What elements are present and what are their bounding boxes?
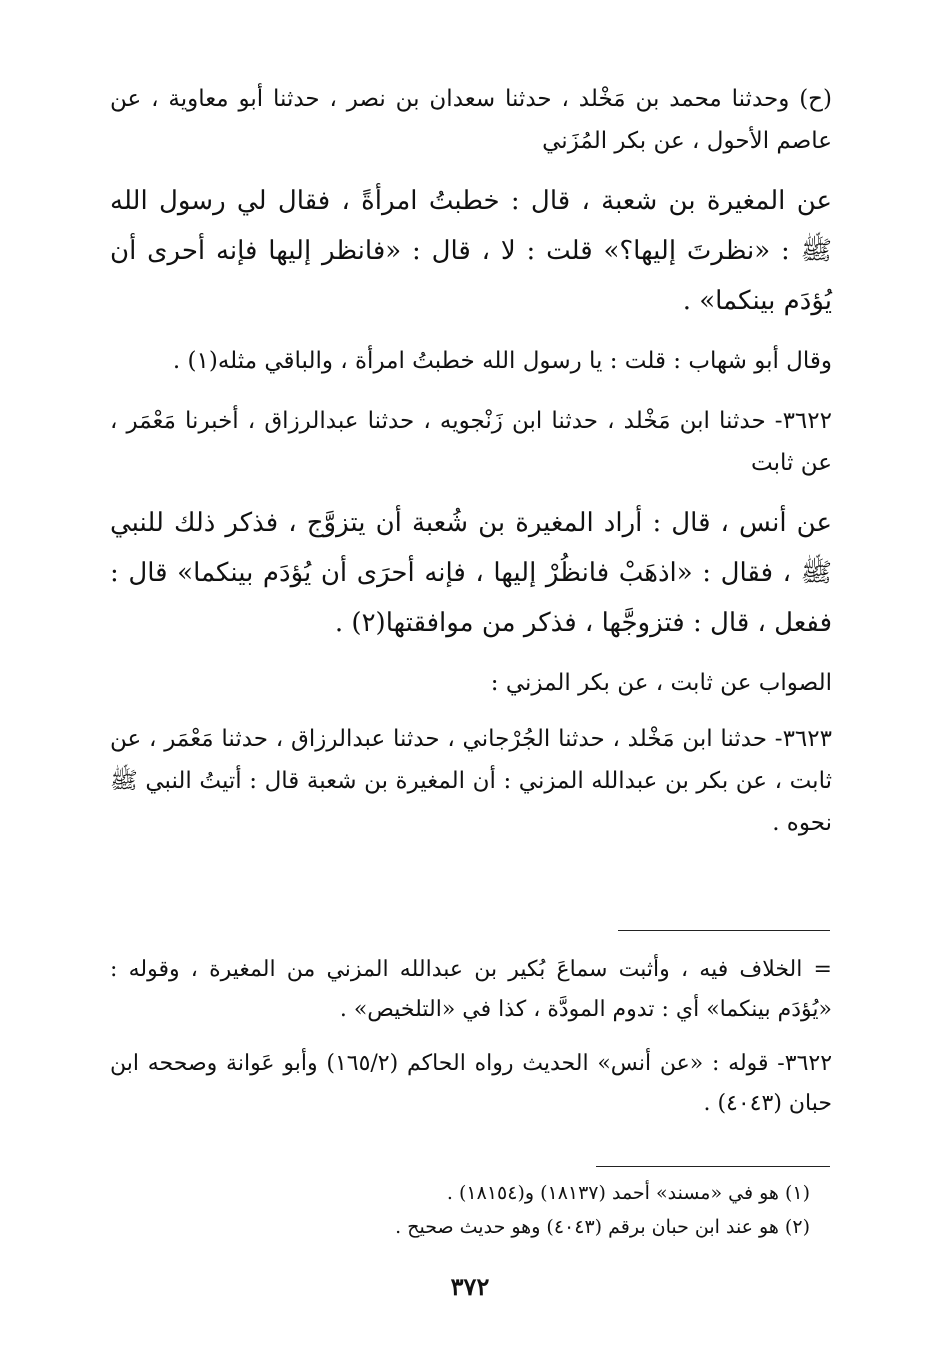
footnote-1: (١) هو في «مسند» أحمد (١٨١٣٧) و(١٨١٥٤) . [446, 1182, 810, 1204]
footnote-2: (٢) هو عند ابن حبان برقم (٤٠٤٣) وهو حديث صحيح . [395, 1216, 810, 1238]
abu-shihab-note: وقال أبو شهاب : قلت : يا رسول الله خطبتُ امرأة ، والباقي مثله(١) . [172, 348, 832, 374]
hadith-main: عن المغيرة بن شعبة ، قال : خطبتُ امرأةً ، فقال لي رسول الله ﷺ : «نظرتَ إليها؟» قلت : لا ، قال : «فانظر إليها فإنه أحرى أن يُؤدَم بينكما» . [110, 186, 832, 316]
hadith-3623: ٣٦٢٣- حدثنا ابن مَخْلد ، حدثنا الجُرْجاني ، حدثنا عبدالرزاق ، حدثنا مَعْمَر ، عن ثابت ، عن بكر بن عبدالله المزني : أن المغيرة بن شعبة قال : أتيتُ النبي ﷺ نحوه . [110, 726, 832, 836]
page-number: ٣٧٢ [450, 1272, 490, 1301]
commentary-separator [618, 930, 830, 931]
footnote-separator [596, 1166, 830, 1167]
chain-intro: (ح) وحدثنا محمد بن مَخْلد ، حدثنا سعدان بن نصر ، حدثنا أبو معاوية ، عن عاصم الأحول ، عن بكر المُزَني [110, 86, 833, 154]
main-text [110, 78, 832, 844]
commentary-line-1: = الخلاف فيه ، وأثبت سماعَ بُكير بن عبدالله المزني من المغيرة ، وقوله : «يُؤدَم بينكما» أي : تدوم المودَّة ، كذا في «التلخيص» . [110, 957, 832, 1022]
commentary-line-2: ٣٦٢٢- قوله : «عن أنس» الحديث رواه الحاكم (١٦٥/٢) وأبو عَوانة وصححه ابن حبان (٤٠٤٣) . [110, 1051, 833, 1116]
commentary [110, 950, 832, 1124]
footnotes [110, 1176, 810, 1244]
correction-note: الصواب عن ثابت ، عن بكر المزني : [490, 670, 832, 696]
hadith-3622-chain: ٣٦٢٢- حدثنا ابن مَخْلد ، حدثنا ابن زَنْجويه ، حدثنا عبدالرزاق ، أخبرنا مَعْمَر ، عن ثابت [110, 408, 832, 476]
hadith-3622-text: عن أنس ، قال : أراد المغيرة بن شُعبة أن يتزوَّج ، فذكر ذلك للنبي ﷺ ، فقال : «اذهَبْ فانظُرْ إليها ، فإنه أحرَى أن يُؤدَم بينكما» قال : ففعل ، قال : فتزوجَّها ، فذكر من موافقتها(٢) . [110, 508, 832, 638]
